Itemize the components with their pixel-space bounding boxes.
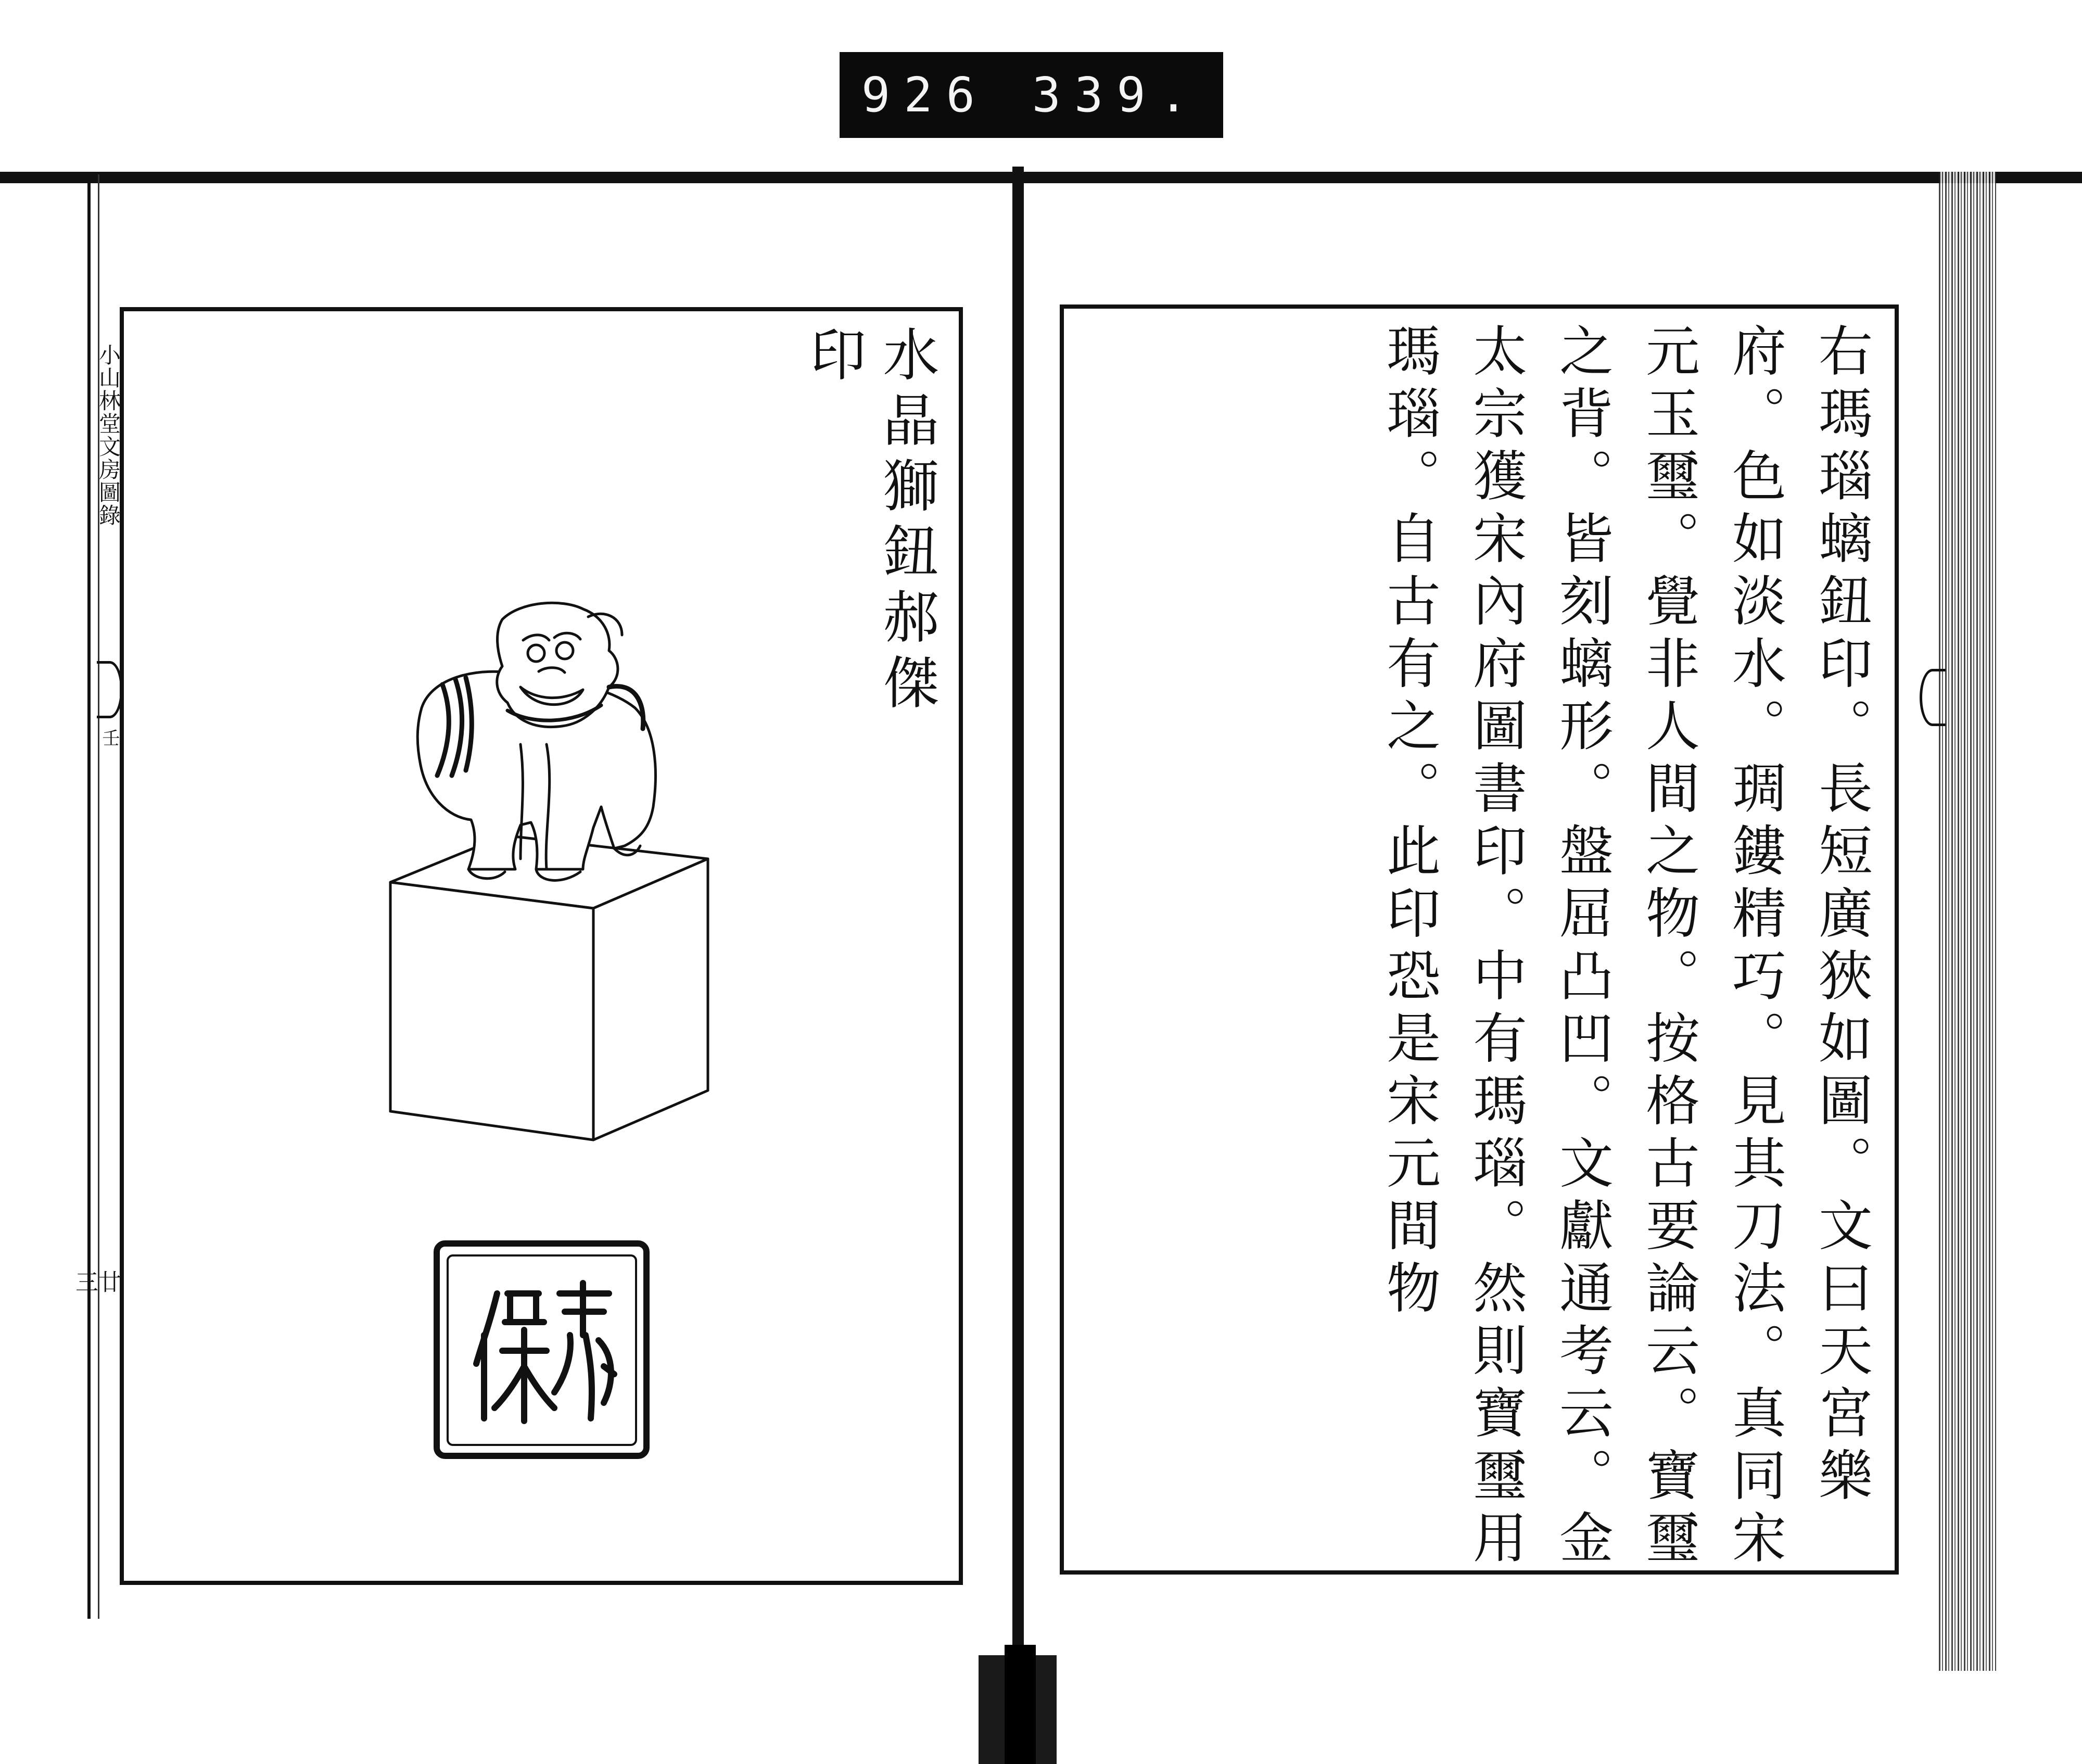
reference-right-number: 339. xyxy=(1032,67,1202,123)
side-page-number: 廿三 xyxy=(71,1270,121,1293)
cube-front-face xyxy=(390,882,593,1140)
fish-tail-mark xyxy=(97,661,123,718)
lion-seal-illustration xyxy=(364,588,739,1156)
gutter-binding-core xyxy=(1005,1645,1036,1764)
commentary-text: 右瑪瑙螭鈕印。長短廣狹如圖。文曰天宮樂府。色如淡水。琱鏤精巧。見其刀法。真同宋元玉璽。覺非人間之物。按格古要論云。寶璽之背。皆刻螭形。盤屈凸凹。文獻通考云。金太宗獲宋內府圖書印。中有瑪瑙。然則寶璽用瑪瑙。自古有之。此印恐是宋元間物 xyxy=(1377,323,1873,1572)
right-margin xyxy=(1996,183,2082,1764)
book-side-title: 小山林堂文房圖錄 xyxy=(96,344,121,527)
side-folio: 壬 xyxy=(99,729,120,746)
center-gutter xyxy=(1012,167,1024,1764)
reference-label xyxy=(840,52,1223,138)
stacked-page-edge xyxy=(1939,172,1996,1671)
object-title: 水晶獅鈕郝傑印 xyxy=(801,325,938,719)
left-page-outer-rule xyxy=(87,174,91,1619)
reference-left-number: 926 xyxy=(861,67,988,123)
top-book-edge xyxy=(0,172,2082,183)
right-fish-tail-mark xyxy=(1920,669,1946,726)
cube-side-face xyxy=(593,859,708,1140)
seal-script-characters xyxy=(453,1262,630,1439)
seal-char-right-strokes xyxy=(554,1283,614,1418)
seal-char-left-strokes xyxy=(476,1293,554,1421)
